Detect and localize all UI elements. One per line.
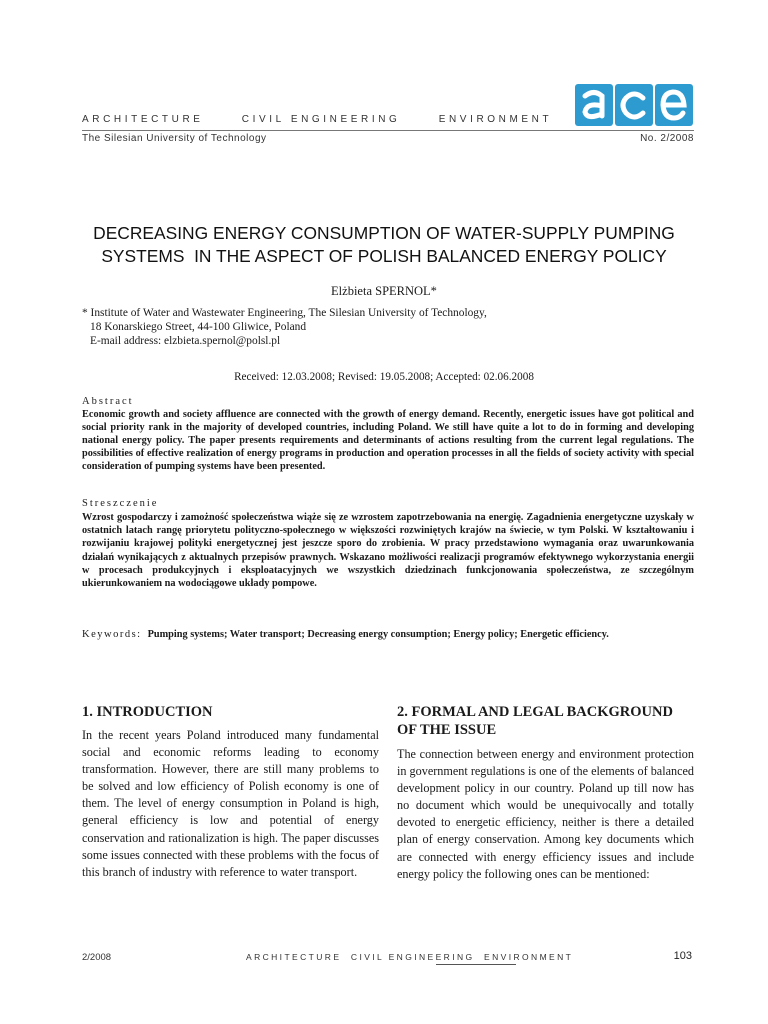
issue-number: No. 2/2008 xyxy=(640,133,694,144)
abstract-text: Economic growth and society affluence are connected with the growth of energy demand. Recently, energetic issues have got political and social priority rank in the majority of developed countries, including Poland. We still have quite a lot to do in forming and developing national energy policy. The paper presents requirements and determinants of actions resulting from the current legal regulations. The possibilities of effective realization of energy programs in production and operation processes in all the fields of society activity with special consideration of pumping systems have been presented. xyxy=(82,409,694,472)
author-name: Elżbieta SPERNOL* xyxy=(331,284,437,298)
title-line-2: SYSTEMS IN THE ASPECT OF POLISH BALANCED ENERGY POLICY xyxy=(101,246,667,266)
received-dates: Received: 12.03.2008; Revised: 19.05.2008; Accepted: 02.06.2008 xyxy=(234,371,534,383)
author-affiliation xyxy=(82,306,702,349)
section-2-heading-line-1: 2. FORMAL AND LEGAL BACKGROUND xyxy=(397,704,673,720)
streszczenie-label: Streszczenie xyxy=(82,498,159,509)
university-name: The Silesian University of Technology xyxy=(82,133,267,144)
affiliation-line-3: E-mail address: elzbieta.spernol@polsl.pl xyxy=(90,335,281,348)
header-divider xyxy=(82,130,694,131)
section-1-body: In the recent years Poland introduced many fundamental social and economic reforms leading to economy transformation. However, there are still many problems to be solved and low efficiency of Polish economy is one of them. The level of energy consumption in Poland is high, general efficiency is low and potential of energy conservation and rationalization is high. The paper discusses some issues connected with these problems with the focus of this branch of industry with reference to water transport. xyxy=(82,728,379,879)
section-2-body: The connection between energy and environment protection in government regulations is one of the elements of balanced development policy in our country. Poland up till now has no document which would be unequivocally and totally devoted to energetic efficiency, neither is there a detailed plan of energy conservation. Among key documents which are connected with energy efficiency issues and include energy policy the following ones can be mentioned: xyxy=(397,747,694,881)
article-title xyxy=(60,222,708,268)
affiliation-line-2: 18 Konarskiego Street, 44-100 Gliwice, Poland xyxy=(90,321,307,334)
footer-issue: 2/2008 xyxy=(82,952,112,963)
page-number: 103 xyxy=(673,950,692,962)
affiliation-line-1: * Institute of Water and Wastewater Engineering, The Silesian University of Technology, xyxy=(82,307,487,319)
abstract-label: Abstract xyxy=(82,396,134,407)
footer-underline xyxy=(436,964,516,965)
title-line-1: DECREASING ENERGY CONSUMPTION OF WATER-SUPPLY PUMPING xyxy=(93,223,675,243)
keywords xyxy=(82,624,702,642)
journal-header-title: ARCHITECTURE CIVIL ENGINEERING ENVIRONMENT xyxy=(82,114,553,125)
journal-logo xyxy=(575,84,693,126)
section-1-heading: 1. INTRODUCTION xyxy=(82,704,213,720)
keywords-text: Pumping systems; Water transport; Decreasing energy consumption; Energy policy; Energetic efficiency. xyxy=(147,629,609,640)
section-2-heading xyxy=(397,703,697,739)
streszczenie-text: Wzrost gospodarczy i zamożność społeczeństwa wiąże się ze wzrostem zapotrzebowania na energię. Zagadnienia energetyczne uzyskały w ostatnich latach rangę priorytetu polityczno-społecznego w większości rozwiniętych krajów na świecie, w tym Polski. W kształtowaniu i rozwijaniu krajowej polityki energetycznej jest jeszcze sporo do zrobienia. W pracy przedstawiono wymagania oraz uwarunkowania działań wynikających z aktualnych przepisów prawnych. Wskazano możliwości realizacji programów efektywnego wykorzystania energii w procesach produkcyjnych i eksploatacyjnych we wszystkich dziedzinach funkcjonowania społeczeństwa, ze szczególnym ukierunkowaniem na wodociągowe układy pompowe. xyxy=(82,512,694,590)
section-2-heading-line-2: OF THE ISSUE xyxy=(397,722,497,738)
footer-journal-title: ARCHITECTURE CIVIL ENGINEERING ENVIRONMENT xyxy=(246,952,574,962)
keywords-label: Keywords: xyxy=(82,629,142,640)
